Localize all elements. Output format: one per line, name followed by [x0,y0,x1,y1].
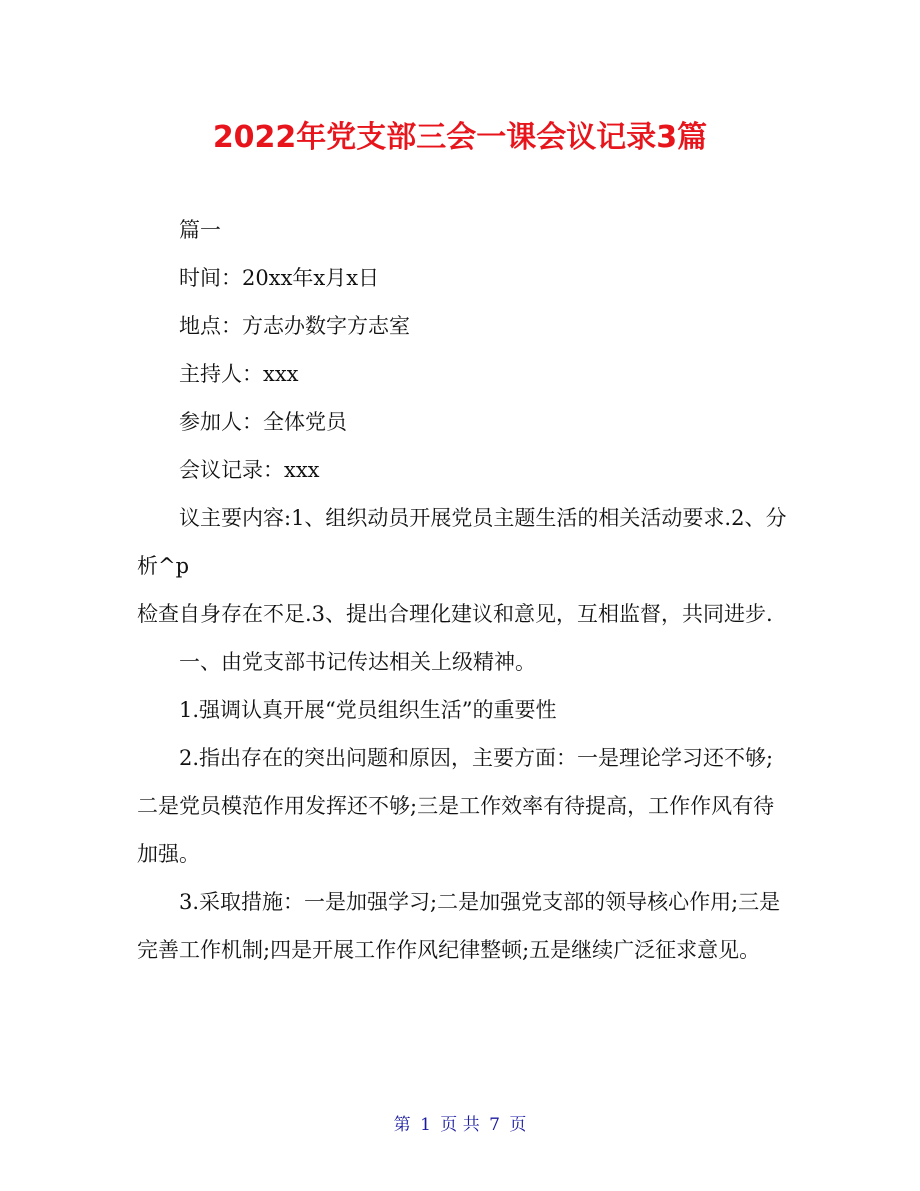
point-1: 1.强调认真开展“党员组织生活”的重要性 [179,698,557,722]
meeting-host: 主持人：xxx [179,362,299,386]
meeting-time: 时间：20xx年x月x日 [179,266,380,290]
meeting-agenda: 议主要内容:1、组织动员开展党员主题生活的相关活动要求.2、分析^p [137,506,787,578]
agenda-item-1: 一、由党支部书记传达相关上级精神。 [179,650,536,674]
document-title: 2022年党支部三会一课会议记录3篇 [212,120,708,155]
footer-prefix: 第 [393,1115,411,1135]
document-body [137,206,787,974]
footer-total-pages: 7 [489,1115,500,1135]
meeting-agenda-continued: 检查自身存在不足.3、提出合理化建议和意见，互相监督，共同进步. [137,602,773,626]
meeting-participants: 参加人：全体党员 [179,410,347,434]
footer-page-number: 1 [420,1115,431,1135]
point-2: 2.指出存在的突出问题和原因，主要方面：一是理论学习还不够;二是党员模范作用发挥还不够;三是工作效率有待提高，工作作风有待加强。 [137,746,775,866]
footer-suffix: 页 [509,1115,527,1135]
meeting-location: 地点：方志办数字方志室 [179,314,410,338]
section-heading: 篇一 [179,218,221,242]
meeting-recorder: 会议记录：xxx [179,458,320,482]
footer-middle: 页 共 [440,1115,480,1135]
page-footer [0,1111,920,1139]
point-3: 3.采取措施：一是加强学习;二是加强党支部的领导核心作用;三是完善工作机制;四是开展工作作风纪律整顿;五是继续广泛征求意见。 [137,890,781,962]
